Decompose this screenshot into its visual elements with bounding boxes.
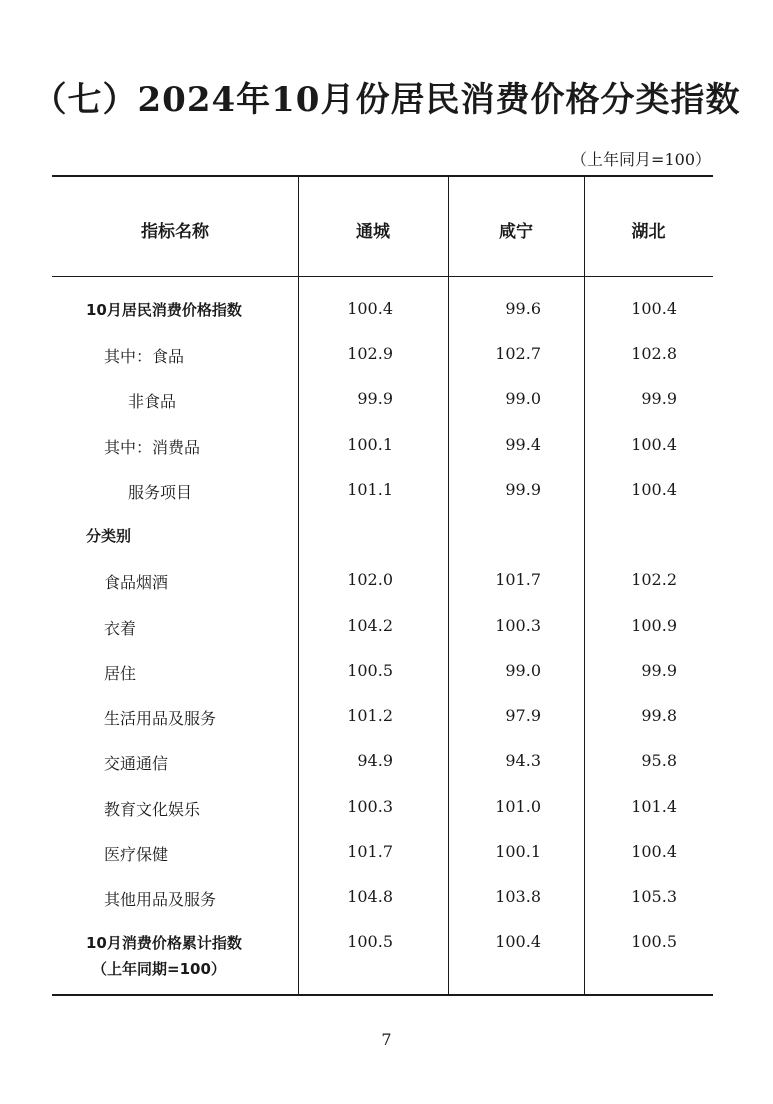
value-tongcheng: 102.9 (347, 344, 393, 363)
table-row (52, 616, 713, 644)
page-number: 7 (381, 1030, 392, 1049)
table-row (52, 797, 713, 825)
table-row (52, 842, 713, 870)
value-tongcheng: 94.9 (357, 751, 393, 770)
value-hubei: 100.5 (631, 932, 677, 951)
value-tongcheng: 101.2 (347, 706, 393, 725)
table-row (52, 525, 713, 553)
value-xianning: 99.0 (505, 661, 541, 680)
value-tongcheng: 100.5 (347, 932, 393, 951)
table-row (52, 887, 713, 915)
row-label: 其他用品及服务 (104, 890, 217, 909)
value-hubei: 102.2 (631, 570, 677, 589)
row-label: 分类别 (86, 527, 132, 545)
page-title: （七）2024年10月份居民消费价格分类指数 (32, 80, 741, 120)
row-label: 其中：消费品 (104, 438, 201, 457)
row-label: 交通通信 (104, 754, 169, 773)
value-xianning: 102.7 (495, 344, 541, 363)
table-header-rule (52, 276, 713, 277)
table-row (52, 389, 713, 417)
value-tongcheng: 101.1 (347, 480, 393, 499)
row-label: 10月消费价格累计指数 (86, 934, 242, 952)
value-hubei: 100.4 (631, 480, 677, 499)
table-top-rule (52, 175, 713, 177)
value-xianning: 100.4 (495, 932, 541, 951)
value-hubei: 100.9 (631, 616, 677, 635)
value-tongcheng: 100.4 (347, 299, 393, 318)
row-label: 非食品 (128, 392, 177, 411)
row-label: 教育文化娱乐 (104, 800, 201, 819)
price-index-table (52, 175, 713, 995)
value-tongcheng: 100.1 (347, 435, 393, 454)
value-hubei: 100.4 (631, 299, 677, 318)
value-xianning: 99.0 (505, 389, 541, 408)
value-hubei: 105.3 (631, 887, 677, 906)
header-hubei: 湖北 (631, 222, 666, 242)
table-bottom-rule (52, 994, 713, 996)
row-label: 医疗保健 (104, 845, 169, 864)
value-xianning: 103.8 (495, 887, 541, 906)
value-xianning: 100.1 (495, 842, 541, 861)
table-row (52, 932, 713, 988)
value-xianning: 99.6 (505, 299, 541, 318)
row-label: 食品烟酒 (104, 573, 169, 592)
value-hubei: 101.4 (631, 797, 677, 816)
value-tongcheng: 102.0 (347, 570, 393, 589)
value-xianning: 101.0 (495, 797, 541, 816)
table-row (52, 299, 713, 327)
row-label: 10月居民消费价格指数 (86, 301, 242, 319)
value-tongcheng: 101.7 (347, 842, 393, 861)
value-tongcheng: 104.8 (347, 887, 393, 906)
value-hubei: 99.9 (641, 389, 677, 408)
value-xianning: 100.3 (495, 616, 541, 635)
value-hubei: 100.4 (631, 842, 677, 861)
unit-note: （上年同月=100） (571, 150, 711, 169)
value-xianning: 99.4 (505, 435, 541, 454)
row-label: 服务项目 (128, 483, 193, 502)
header-xianning: 咸宁 (499, 222, 533, 242)
table-row (52, 480, 713, 508)
value-xianning: 101.7 (495, 570, 541, 589)
value-tongcheng: 99.9 (357, 389, 393, 408)
row-label: 衣着 (104, 619, 137, 638)
value-hubei: 95.8 (641, 751, 677, 770)
value-hubei: 102.8 (631, 344, 677, 363)
value-xianning: 94.3 (505, 751, 541, 770)
value-xianning: 97.9 (505, 706, 541, 725)
value-hubei: 99.9 (641, 661, 677, 680)
header-indicator-name: 指标名称 (141, 222, 209, 242)
table-row (52, 661, 713, 689)
value-tongcheng: 104.2 (347, 616, 393, 635)
value-tongcheng: 100.3 (347, 797, 393, 816)
table-row (52, 751, 713, 779)
value-hubei: 99.8 (641, 706, 677, 725)
value-tongcheng: 100.5 (347, 661, 393, 680)
table-row (52, 344, 713, 372)
header-tongcheng: 通城 (356, 222, 390, 242)
value-xianning: 99.9 (505, 480, 541, 499)
table-row (52, 706, 713, 734)
table-row (52, 570, 713, 598)
row-sublabel: （上年同期=100） (92, 960, 226, 978)
row-label: 居住 (104, 664, 137, 683)
row-label: 其中：食品 (104, 347, 185, 366)
row-label: 生活用品及服务 (104, 709, 217, 728)
value-hubei: 100.4 (631, 435, 677, 454)
table-row (52, 435, 713, 463)
